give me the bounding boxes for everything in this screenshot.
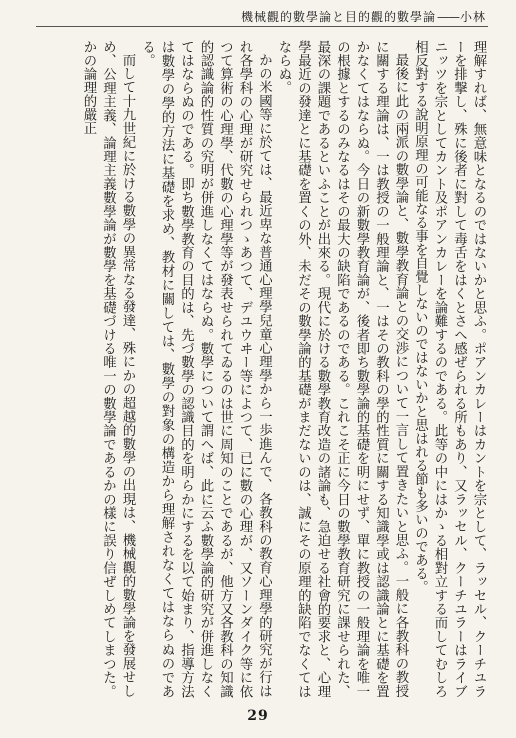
paragraph: 最後に此の兩派の數學論と、數學教育論との交渉について一言して置きたいと思ふ。一般に各教科の教授に關する理論は、一は教授の一般理論と、一はその教科の學的性質に關する知識學或は認識論とに基礎を置かなくてはならぬ。今日の新數學教育論が、後者即ち數學論的基礎を明にせず、單に教授の一般理論を唯一の根據とするのみなるはその最大の缺陷であるのである。これこそ正に今日の數學教育研究に課せられた、最深の課題であるといふことが出來る。現代に於ける數學教育改造の諸論も、急迫せる社會的要求と、心理學最近の發達とに基礎を置くの外、未だその數學論的基礎がまだないのは、誠にその原理的缺陷でなくてはならぬ。 bbox=[276, 40, 408, 698]
header-rule bbox=[36, 26, 488, 27]
header-title: 機械觀的數學論と目的觀的數學論 bbox=[240, 10, 436, 24]
paragraph: かの米國等に於ては、最近卑な普通心理學兒童心理學から一歩進んで、各教科の教育心理學的研究が行はれ各學科の心理が研究せられつゝあつて、デユウヰー等によつて、已に數の心理が、又ソーンダイク等に依つて算術の心理學、代數の心理學等が發表せられてゐるのは世に周知のことであるが、他方又各教科の知識的認識論的性質の究明が併進しなくてはならぬ。數學について謂へば、此に云ふ數學論的研究が併進しなくてはならぬのである。即ち數學教育の目的は、先づ數學の認識目的を明らかにするを以て始まり、指導方法は數學の學的方法に基礎を求め、教材に關しては、數學の對象の構造から理解されなくてはならぬのである。 bbox=[139, 40, 272, 698]
body-text bbox=[36, 40, 488, 698]
paragraph: 理解すれば、無意味となるのではないかと思ふ。ポアンカレーはカントを宗として、ラッセル、クーチユラーを排撃し、殊に後者に對して毒舌をはくとさへ感ぜられる所もあり、又ラッセル、クーチユラーはライブニッツを宗としてカント及ポアンカレーを論難するのである。此等の中にはかゝる相對立する而してむしろ相反對する說明原理の可能なる事を自覺しないのではないかと思はれる節も多いのである。 bbox=[412, 40, 486, 698]
header-dash: —— bbox=[436, 10, 459, 24]
paragraph: 而して十九世紀に於ける數學の異常なる發達、殊にかの超越的數學の出現は、機械觀的數學論を發展せしめ、公理主義、論理主義數學論が數學を基礎づける唯一の數學論であるかの樣に誤り信ぜしめてしまつた。かの論理的嚴正 bbox=[81, 40, 135, 698]
running-header bbox=[241, 8, 486, 25]
header-author: 小林 bbox=[459, 10, 486, 24]
page-number: 29 bbox=[247, 708, 269, 724]
